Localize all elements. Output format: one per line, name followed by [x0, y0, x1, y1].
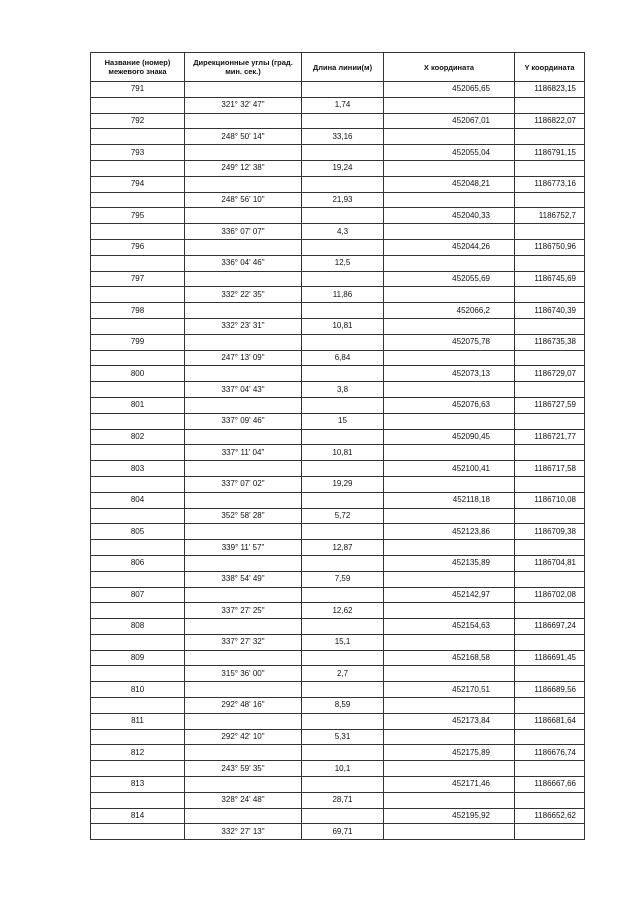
empty-cell	[302, 271, 384, 287]
direction-angle-cell: 328° 24' 48"	[185, 792, 302, 808]
table-row	[91, 397, 585, 413]
x-coordinate-cell: 452090,45	[384, 429, 515, 445]
empty-cell	[185, 745, 302, 761]
empty-cell	[91, 255, 185, 271]
table-row	[91, 666, 585, 682]
y-coordinate-cell: 1186729,07	[515, 366, 585, 382]
empty-cell	[91, 160, 185, 176]
empty-cell	[185, 303, 302, 319]
empty-cell	[302, 461, 384, 477]
point-name-cell: 793	[91, 145, 185, 161]
empty-cell	[302, 808, 384, 824]
y-coordinate-cell: 1186717,58	[515, 461, 585, 477]
x-coordinate-cell: 452076,63	[384, 397, 515, 413]
table-row	[91, 318, 585, 334]
direction-angle-cell: 332° 22' 35"	[185, 287, 302, 303]
empty-cell	[302, 334, 384, 350]
header-line-length: Длина линии(м)	[302, 53, 384, 82]
empty-cell	[302, 239, 384, 255]
line-length-cell: 69,71	[302, 824, 384, 840]
direction-angle-cell: 337° 27' 25"	[185, 603, 302, 619]
x-coordinate-cell: 452100,41	[384, 461, 515, 477]
empty-cell	[302, 176, 384, 192]
x-coordinate-cell: 452135,89	[384, 555, 515, 571]
empty-cell	[515, 255, 585, 271]
empty-cell	[185, 113, 302, 129]
x-coordinate-cell: 452066,2	[384, 303, 515, 319]
table-row	[91, 82, 585, 98]
empty-cell	[91, 350, 185, 366]
y-coordinate-cell: 1186740,39	[515, 303, 585, 319]
empty-cell	[91, 192, 185, 208]
y-coordinate-cell: 1186676,74	[515, 745, 585, 761]
empty-cell	[185, 82, 302, 98]
empty-cell	[185, 208, 302, 224]
direction-angle-cell: 248° 56' 10"	[185, 192, 302, 208]
empty-cell	[302, 208, 384, 224]
header-direction-angle: Дирекционные углы (град. мин. сек.)	[185, 53, 302, 82]
empty-cell	[302, 366, 384, 382]
empty-cell	[384, 445, 515, 461]
y-coordinate-cell: 1186681,64	[515, 713, 585, 729]
table-row	[91, 508, 585, 524]
boundary-points-table	[90, 52, 585, 840]
line-length-cell: 28,71	[302, 792, 384, 808]
table-row	[91, 808, 585, 824]
empty-cell	[515, 761, 585, 777]
empty-cell	[515, 192, 585, 208]
direction-angle-cell: 337° 27' 32"	[185, 634, 302, 650]
empty-cell	[515, 792, 585, 808]
point-name-cell: 805	[91, 524, 185, 540]
point-name-cell: 806	[91, 555, 185, 571]
x-coordinate-cell: 452055,04	[384, 145, 515, 161]
table-row	[91, 476, 585, 492]
table-row	[91, 192, 585, 208]
point-name-cell: 794	[91, 176, 185, 192]
empty-cell	[302, 555, 384, 571]
line-length-cell: 10,81	[302, 445, 384, 461]
empty-cell	[302, 429, 384, 445]
table-row	[91, 492, 585, 508]
empty-cell	[185, 429, 302, 445]
table-row	[91, 255, 585, 271]
empty-cell	[302, 587, 384, 603]
direction-angle-cell: 321° 32' 47"	[185, 97, 302, 113]
x-coordinate-cell: 452075,78	[384, 334, 515, 350]
table-row	[91, 429, 585, 445]
empty-cell	[91, 287, 185, 303]
empty-cell	[302, 713, 384, 729]
empty-cell	[302, 524, 384, 540]
empty-cell	[91, 698, 185, 714]
y-coordinate-cell: 1186823,15	[515, 82, 585, 98]
empty-cell	[185, 366, 302, 382]
x-coordinate-cell: 452175,89	[384, 745, 515, 761]
point-name-cell: 798	[91, 303, 185, 319]
empty-cell	[384, 287, 515, 303]
empty-cell	[302, 82, 384, 98]
empty-cell	[384, 571, 515, 587]
point-name-cell: 801	[91, 397, 185, 413]
empty-cell	[302, 745, 384, 761]
point-name-cell: 808	[91, 619, 185, 635]
table-row	[91, 160, 585, 176]
table-row	[91, 239, 585, 255]
table-row	[91, 650, 585, 666]
y-coordinate-cell: 1186691,45	[515, 650, 585, 666]
x-coordinate-cell: 452171,46	[384, 777, 515, 793]
empty-cell	[302, 492, 384, 508]
line-length-cell: 7,59	[302, 571, 384, 587]
table-row	[91, 587, 585, 603]
y-coordinate-cell: 1186667,66	[515, 777, 585, 793]
table-row	[91, 445, 585, 461]
table-row	[91, 382, 585, 398]
table-row	[91, 571, 585, 587]
x-coordinate-cell: 452073,13	[384, 366, 515, 382]
y-coordinate-cell: 1186710,08	[515, 492, 585, 508]
empty-cell	[384, 761, 515, 777]
table-row	[91, 145, 585, 161]
direction-angle-cell: 337° 09' 46"	[185, 413, 302, 429]
table-row	[91, 461, 585, 477]
y-coordinate-cell: 1186791,15	[515, 145, 585, 161]
empty-cell	[384, 634, 515, 650]
empty-cell	[185, 524, 302, 540]
y-coordinate-cell: 1186822,07	[515, 113, 585, 129]
point-name-cell: 791	[91, 82, 185, 98]
point-name-cell: 804	[91, 492, 185, 508]
empty-cell	[185, 492, 302, 508]
y-coordinate-cell: 1186735,38	[515, 334, 585, 350]
direction-angle-cell: 339° 11' 57"	[185, 540, 302, 556]
empty-cell	[515, 603, 585, 619]
line-length-cell: 11,86	[302, 287, 384, 303]
table-row	[91, 524, 585, 540]
table-row	[91, 208, 585, 224]
empty-cell	[302, 619, 384, 635]
empty-cell	[185, 682, 302, 698]
empty-cell	[91, 318, 185, 334]
empty-cell	[384, 824, 515, 840]
empty-cell	[185, 397, 302, 413]
empty-cell	[515, 666, 585, 682]
empty-cell	[384, 666, 515, 682]
point-name-cell: 799	[91, 334, 185, 350]
empty-cell	[91, 382, 185, 398]
x-coordinate-cell: 452067,01	[384, 113, 515, 129]
direction-angle-cell: 332° 23' 31"	[185, 318, 302, 334]
direction-angle-cell: 337° 11' 04"	[185, 445, 302, 461]
x-coordinate-cell: 452118,18	[384, 492, 515, 508]
empty-cell	[185, 145, 302, 161]
table-row	[91, 619, 585, 635]
table-row	[91, 113, 585, 129]
direction-angle-cell: 337° 04' 43"	[185, 382, 302, 398]
direction-angle-cell: 243° 59' 35"	[185, 761, 302, 777]
direction-angle-cell: 247° 13' 09"	[185, 350, 302, 366]
empty-cell	[384, 413, 515, 429]
table-row	[91, 713, 585, 729]
point-name-cell: 813	[91, 777, 185, 793]
line-length-cell: 19,29	[302, 476, 384, 492]
empty-cell	[515, 350, 585, 366]
empty-cell	[384, 318, 515, 334]
empty-cell	[91, 824, 185, 840]
empty-cell	[302, 682, 384, 698]
line-length-cell: 19,24	[302, 160, 384, 176]
empty-cell	[384, 97, 515, 113]
table-row	[91, 555, 585, 571]
empty-cell	[515, 571, 585, 587]
line-length-cell: 5,31	[302, 729, 384, 745]
table-row	[91, 366, 585, 382]
table-row	[91, 729, 585, 745]
line-length-cell: 4,3	[302, 224, 384, 240]
line-length-cell: 12,87	[302, 540, 384, 556]
table-row	[91, 303, 585, 319]
empty-cell	[91, 224, 185, 240]
empty-cell	[384, 350, 515, 366]
empty-cell	[91, 508, 185, 524]
empty-cell	[515, 476, 585, 492]
direction-angle-cell: 315° 36' 00"	[185, 666, 302, 682]
empty-cell	[302, 777, 384, 793]
table-row	[91, 176, 585, 192]
point-name-cell: 797	[91, 271, 185, 287]
line-length-cell: 10,81	[302, 318, 384, 334]
empty-cell	[185, 555, 302, 571]
y-coordinate-cell: 1186721,77	[515, 429, 585, 445]
y-coordinate-cell: 1186727,59	[515, 397, 585, 413]
point-name-cell: 810	[91, 682, 185, 698]
table-row	[91, 777, 585, 793]
empty-cell	[302, 145, 384, 161]
y-coordinate-cell: 1186709,38	[515, 524, 585, 540]
empty-cell	[384, 508, 515, 524]
x-coordinate-cell: 452173,84	[384, 713, 515, 729]
header-x-coordinate: X координата	[384, 53, 515, 82]
empty-cell	[302, 650, 384, 666]
table-row	[91, 334, 585, 350]
empty-cell	[384, 729, 515, 745]
direction-angle-cell: 337° 07' 02"	[185, 476, 302, 492]
empty-cell	[91, 666, 185, 682]
table-header-row	[91, 53, 585, 82]
direction-angle-cell: 292° 48' 16"	[185, 698, 302, 714]
line-length-cell: 3,8	[302, 382, 384, 398]
point-name-cell: 796	[91, 239, 185, 255]
empty-cell	[515, 382, 585, 398]
empty-cell	[302, 397, 384, 413]
line-length-cell: 15,1	[302, 634, 384, 650]
empty-cell	[515, 160, 585, 176]
empty-cell	[185, 587, 302, 603]
empty-cell	[185, 777, 302, 793]
empty-cell	[384, 603, 515, 619]
empty-cell	[384, 224, 515, 240]
point-name-cell: 807	[91, 587, 185, 603]
empty-cell	[515, 729, 585, 745]
empty-cell	[185, 650, 302, 666]
empty-cell	[384, 255, 515, 271]
x-coordinate-cell: 452123,86	[384, 524, 515, 540]
table-row	[91, 287, 585, 303]
empty-cell	[91, 729, 185, 745]
empty-cell	[302, 303, 384, 319]
header-point-name: Название (номер) межевого знака	[91, 53, 185, 82]
empty-cell	[384, 129, 515, 145]
empty-cell	[384, 540, 515, 556]
empty-cell	[185, 713, 302, 729]
point-name-cell: 803	[91, 461, 185, 477]
table-row	[91, 761, 585, 777]
line-length-cell: 12,62	[302, 603, 384, 619]
empty-cell	[91, 571, 185, 587]
y-coordinate-cell: 1186704,81	[515, 555, 585, 571]
point-name-cell: 809	[91, 650, 185, 666]
y-coordinate-cell: 1186750,96	[515, 239, 585, 255]
table-row	[91, 540, 585, 556]
empty-cell	[91, 129, 185, 145]
empty-cell	[515, 634, 585, 650]
point-name-cell: 814	[91, 808, 185, 824]
point-name-cell: 800	[91, 366, 185, 382]
line-length-cell: 10,1	[302, 761, 384, 777]
direction-angle-cell: 336° 07' 07"	[185, 224, 302, 240]
table-row	[91, 603, 585, 619]
empty-cell	[91, 761, 185, 777]
empty-cell	[302, 113, 384, 129]
empty-cell	[384, 382, 515, 398]
empty-cell	[515, 445, 585, 461]
table-row	[91, 97, 585, 113]
y-coordinate-cell: 1186697,24	[515, 619, 585, 635]
line-length-cell: 1,74	[302, 97, 384, 113]
x-coordinate-cell: 452154,63	[384, 619, 515, 635]
direction-angle-cell: 336° 04' 46"	[185, 255, 302, 271]
y-coordinate-cell: 1186752,7	[515, 208, 585, 224]
empty-cell	[91, 445, 185, 461]
table-row	[91, 634, 585, 650]
y-coordinate-cell: 1186773,16	[515, 176, 585, 192]
point-name-cell: 811	[91, 713, 185, 729]
direction-angle-cell: 292° 42' 10"	[185, 729, 302, 745]
empty-cell	[185, 619, 302, 635]
line-length-cell: 15	[302, 413, 384, 429]
direction-angle-cell: 338° 54' 49"	[185, 571, 302, 587]
empty-cell	[384, 792, 515, 808]
table-row	[91, 792, 585, 808]
point-name-cell: 792	[91, 113, 185, 129]
empty-cell	[91, 97, 185, 113]
direction-angle-cell: 249° 12' 38"	[185, 160, 302, 176]
empty-cell	[185, 334, 302, 350]
x-coordinate-cell: 452040,33	[384, 208, 515, 224]
direction-angle-cell: 248° 50' 14"	[185, 129, 302, 145]
empty-cell	[91, 413, 185, 429]
x-coordinate-cell: 452142,97	[384, 587, 515, 603]
empty-cell	[515, 824, 585, 840]
table-row	[91, 350, 585, 366]
table-row	[91, 745, 585, 761]
direction-angle-cell: 332° 27' 13"	[185, 824, 302, 840]
empty-cell	[384, 160, 515, 176]
x-coordinate-cell: 452195,92	[384, 808, 515, 824]
empty-cell	[515, 413, 585, 429]
x-coordinate-cell: 452044,26	[384, 239, 515, 255]
y-coordinate-cell: 1186702,08	[515, 587, 585, 603]
y-coordinate-cell: 1186689,56	[515, 682, 585, 698]
line-length-cell: 12,5	[302, 255, 384, 271]
line-length-cell: 21,93	[302, 192, 384, 208]
empty-cell	[384, 476, 515, 492]
header-y-coordinate: Y координата	[515, 53, 585, 82]
line-length-cell: 5,72	[302, 508, 384, 524]
line-length-cell: 33,16	[302, 129, 384, 145]
table-row	[91, 682, 585, 698]
empty-cell	[185, 239, 302, 255]
empty-cell	[515, 97, 585, 113]
empty-cell	[515, 540, 585, 556]
empty-cell	[91, 792, 185, 808]
empty-cell	[185, 461, 302, 477]
empty-cell	[515, 508, 585, 524]
empty-cell	[91, 540, 185, 556]
table-row	[91, 224, 585, 240]
empty-cell	[185, 176, 302, 192]
y-coordinate-cell: 1186652,62	[515, 808, 585, 824]
line-length-cell: 6,84	[302, 350, 384, 366]
table-row	[91, 824, 585, 840]
table-row	[91, 271, 585, 287]
x-coordinate-cell: 452065,65	[384, 82, 515, 98]
table-row	[91, 129, 585, 145]
x-coordinate-cell: 452055,69	[384, 271, 515, 287]
empty-cell	[185, 808, 302, 824]
point-name-cell: 802	[91, 429, 185, 445]
point-name-cell: 812	[91, 745, 185, 761]
empty-cell	[91, 603, 185, 619]
table-row	[91, 413, 585, 429]
point-name-cell: 795	[91, 208, 185, 224]
empty-cell	[91, 476, 185, 492]
empty-cell	[515, 318, 585, 334]
empty-cell	[515, 224, 585, 240]
empty-cell	[185, 271, 302, 287]
empty-cell	[515, 698, 585, 714]
table-row	[91, 698, 585, 714]
empty-cell	[384, 192, 515, 208]
direction-angle-cell: 352° 58' 28"	[185, 508, 302, 524]
x-coordinate-cell: 452048,21	[384, 176, 515, 192]
y-coordinate-cell: 1186745,69	[515, 271, 585, 287]
line-length-cell: 8,59	[302, 698, 384, 714]
table-body	[91, 82, 585, 840]
empty-cell	[515, 129, 585, 145]
empty-cell	[91, 634, 185, 650]
x-coordinate-cell: 452170,51	[384, 682, 515, 698]
line-length-cell: 2,7	[302, 666, 384, 682]
empty-cell	[384, 698, 515, 714]
x-coordinate-cell: 452168,58	[384, 650, 515, 666]
empty-cell	[515, 287, 585, 303]
